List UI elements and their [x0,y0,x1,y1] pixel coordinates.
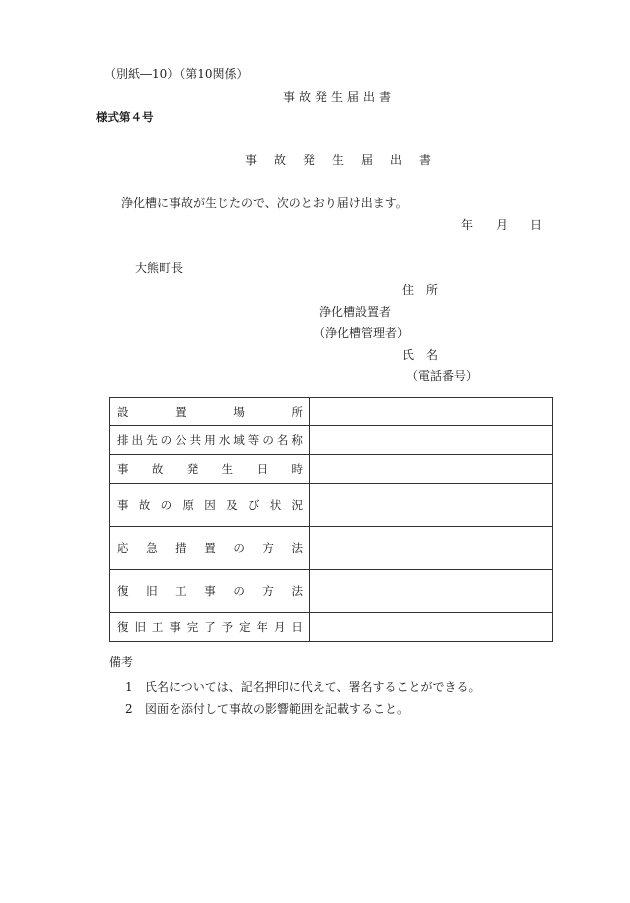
address-label: 住 所 [402,283,439,297]
form-row-label-text: 排 出 先 の 公 共 用 水 域 等 の 名 称 [117,433,303,447]
note-text: 氏名については、記名押印に代えて、署名することができる。 [145,680,481,694]
intro-text: 浄化槽に事故が生じたので、次のとおり届け出ます。 [121,196,408,210]
form-row-label [110,484,310,527]
form-number: 様式第４号 [96,110,154,124]
notes-title: 備考 [109,655,134,669]
date-year-label: 年 [461,218,474,232]
form-row-value[interactable] [310,570,553,613]
form-row-label-text: 復 旧 工 事 の 方 法 [117,584,303,598]
form-row-label-text: 設 置 場 所 [117,404,303,419]
note-item [125,700,409,717]
form-row [110,527,553,570]
form-row [110,613,553,642]
form-row-label-text: 事 故 の 原 因 及 び 状 況 [117,498,303,512]
document-title: 事故発生届出書 [245,153,449,167]
annex-reference: （別紙―10）（第10関係） [104,67,249,81]
note-number: 1 [125,680,133,694]
form-row-label [110,455,310,484]
manager-label: （浄化槽管理者） [313,326,410,340]
name-label: 氏 名 [402,348,439,362]
form-row-value[interactable] [310,527,553,570]
form-row [110,426,553,455]
form-row-label-text: 復 旧 工 事 完 了 予 定 年 月 日 [117,620,303,634]
form-row-label-text: 応 急 措 置 の 方 法 [117,541,303,555]
form-row-label-text: 事 故 発 生 日 時 [117,462,303,476]
form-row-value[interactable] [310,398,553,426]
addressee: 大熊町長 [135,261,184,275]
date-month-label: 月 [496,218,509,232]
form-row-label [110,570,310,613]
form-row-value[interactable] [310,455,553,484]
form-row-value[interactable] [310,484,553,527]
form-row [110,455,553,484]
form-row-label [110,426,310,455]
form-row-label [110,527,310,570]
installer-label: 浄化槽設置者 [319,305,392,319]
form-row-label [110,398,310,426]
form-row-value[interactable] [310,613,553,642]
form-row [110,398,553,426]
small-title: 事故発生届出書 [283,90,396,104]
form-row [110,484,553,527]
note-number: 2 [125,702,133,716]
note-item [125,678,481,695]
phone-label: （電話番号） [406,369,479,383]
incident-form-table [109,397,553,642]
form-row-value[interactable] [310,426,553,455]
date-day-label: 日 [530,218,543,232]
form-row [110,570,553,613]
note-text: 図面を添付して事故の影響範囲を記載すること。 [145,702,410,716]
form-row-label [110,613,310,642]
